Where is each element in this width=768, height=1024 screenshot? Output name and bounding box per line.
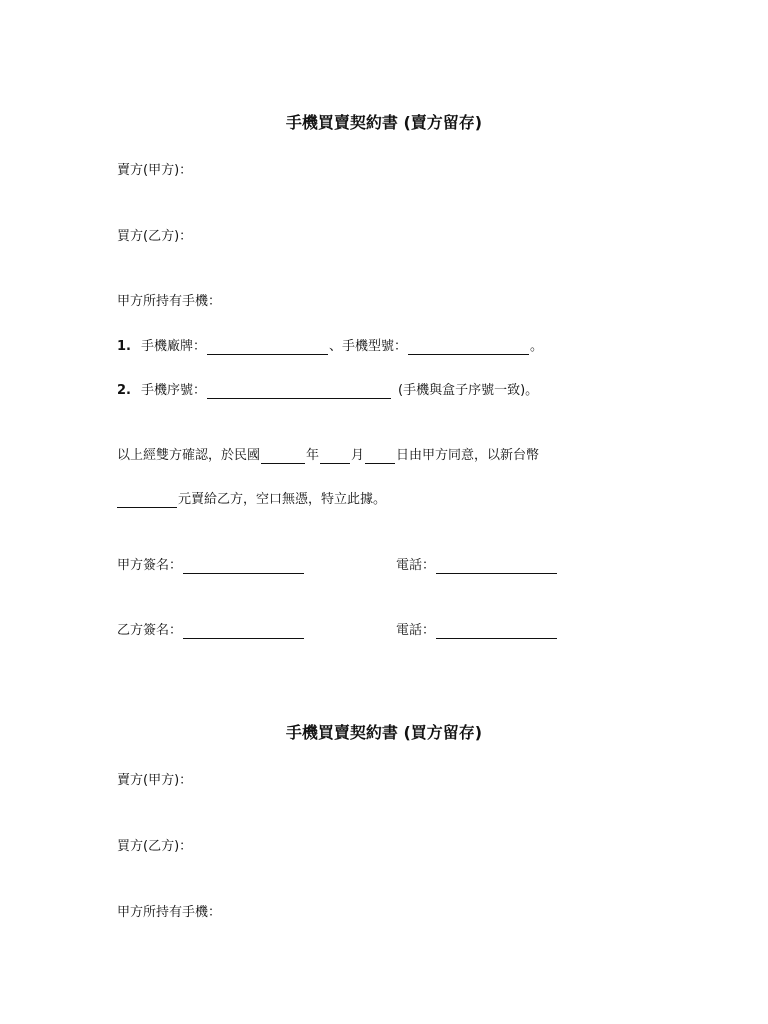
month-blank[interactable] — [320, 450, 350, 464]
item-serial-line — [117, 383, 538, 399]
year-label: 年 — [306, 448, 320, 463]
confirm-line-1 — [117, 448, 539, 464]
brand-blank[interactable] — [207, 341, 328, 355]
amount-blank[interactable] — [117, 494, 177, 508]
phone-b-label: 電話： — [396, 623, 436, 638]
serial-blank[interactable] — [207, 385, 391, 399]
item-number: 1. — [117, 339, 131, 354]
phone-intro: 甲方所持有手機： — [117, 905, 222, 920]
phone-intro: 甲方所持有手機： — [117, 294, 222, 309]
signature-a-blank[interactable] — [183, 560, 304, 574]
contract-title-buyer-copy: 手機買賣契約書 (買方留存) — [285, 723, 483, 742]
item-brand-model-line — [117, 339, 543, 355]
phone-a-blank[interactable] — [436, 560, 557, 574]
month-label: 月 — [351, 448, 365, 463]
serial-note: (手機與盒子序號一致)。 — [398, 383, 539, 398]
item-number: 2. — [117, 383, 131, 398]
phone-b-line — [396, 623, 558, 639]
signature-b-line — [117, 623, 305, 639]
phone-a-label: 電話： — [396, 558, 436, 573]
confirm-text: 以上經雙方確認，於民國 — [117, 448, 261, 463]
signature-b-blank[interactable] — [183, 625, 304, 639]
signature-a-label: 甲方簽名： — [117, 558, 183, 573]
confirm-line-2 — [117, 492, 386, 508]
brand-label: 手機廠牌： — [141, 339, 207, 354]
year-blank[interactable] — [261, 450, 305, 464]
phone-a-line — [396, 558, 558, 574]
phone-b-blank[interactable] — [436, 625, 557, 639]
item-end-mark: 。 — [530, 339, 544, 354]
confirm-text-2: 元賣給乙方，空口無憑，特立此據。 — [178, 492, 387, 507]
seller-label: 賣方(甲方)： — [117, 163, 193, 178]
model-blank[interactable] — [408, 341, 529, 355]
signature-a-line — [117, 558, 305, 574]
day-label: 日由甲方同意，以新台幣 — [396, 448, 540, 463]
model-label: 、手機型號： — [329, 339, 408, 354]
seller-label: 賣方(甲方)： — [117, 773, 193, 788]
buyer-label: 買方(乙方)： — [117, 839, 193, 854]
buyer-label: 買方(乙方)： — [117, 229, 193, 244]
signature-b-label: 乙方簽名： — [117, 623, 183, 638]
day-blank[interactable] — [365, 450, 395, 464]
contract-title-seller-copy: 手機買賣契約書 (賣方留存) — [285, 113, 483, 132]
serial-label: 手機序號： — [141, 383, 207, 398]
